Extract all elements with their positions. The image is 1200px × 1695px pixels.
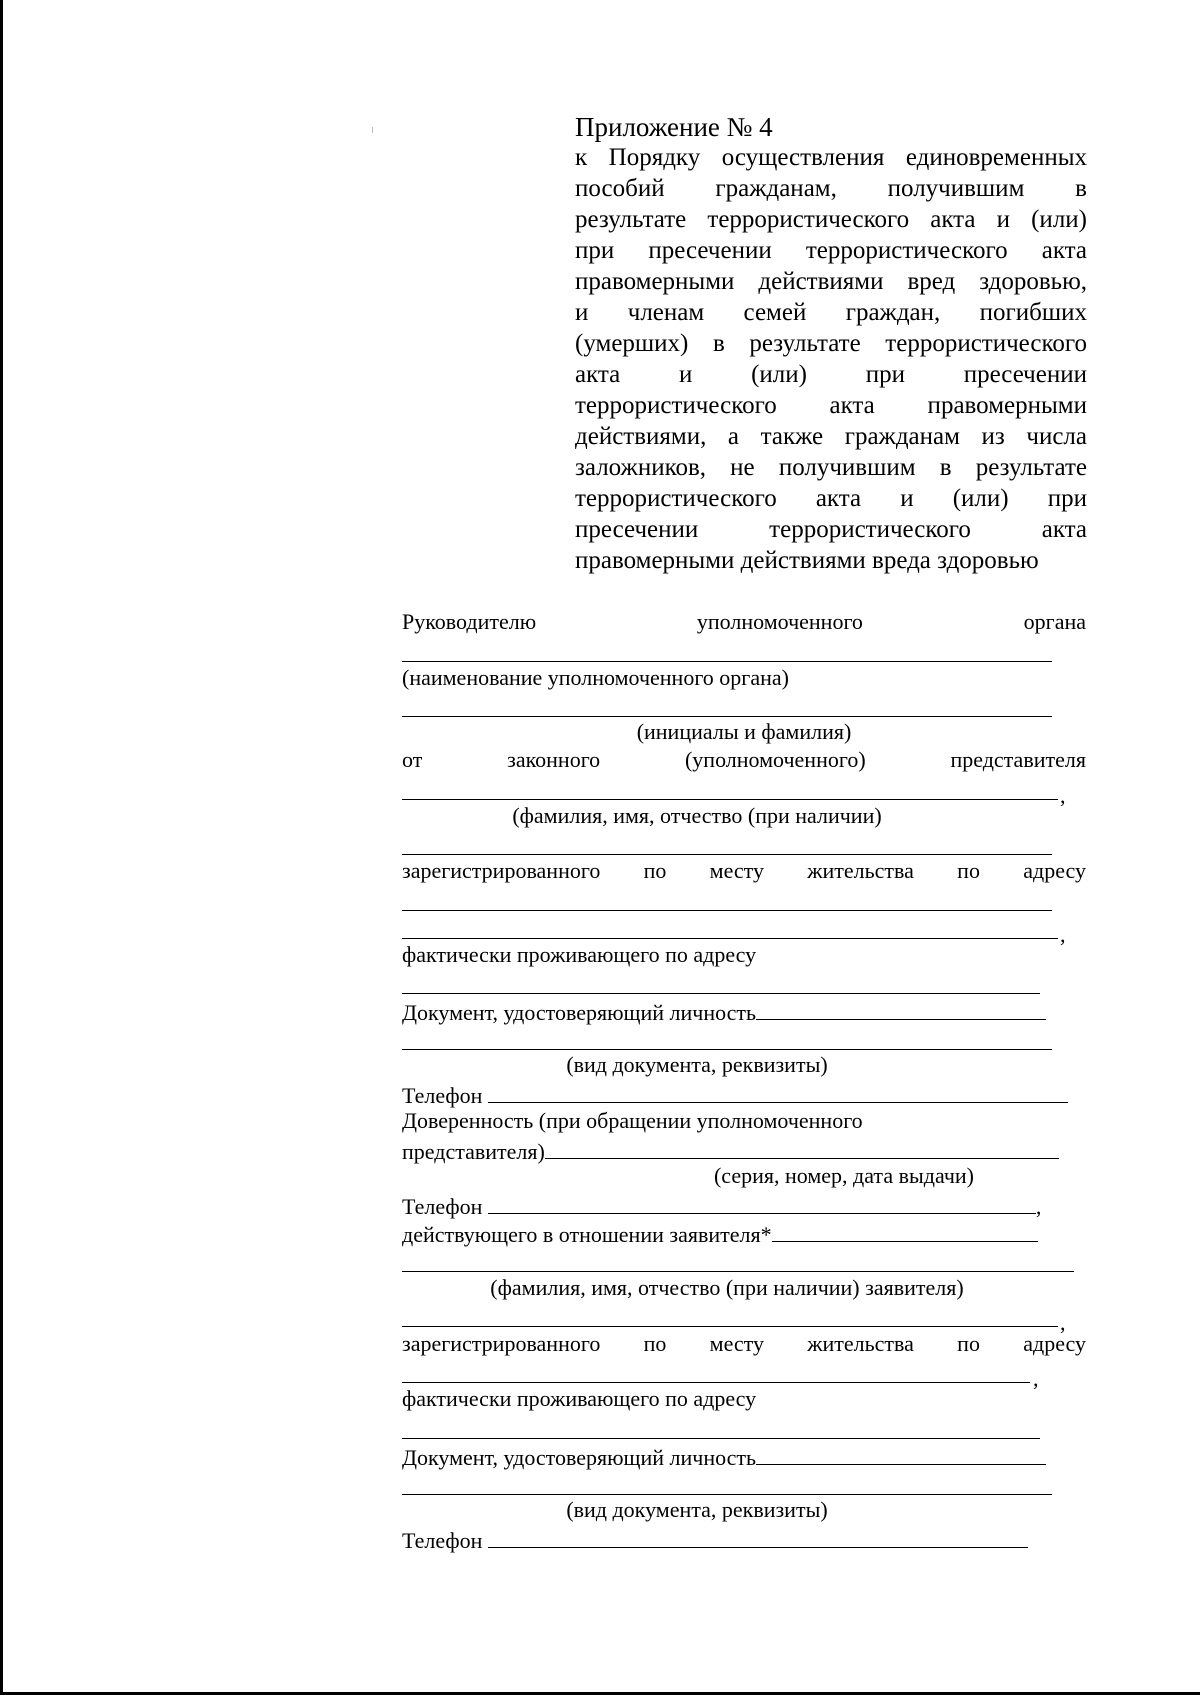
addressee-line [402, 609, 1086, 635]
appendix-line: к Порядку осуществления единовременных [575, 144, 1087, 171]
id-document-field-2b[interactable] [402, 1494, 1052, 1495]
registered-address-line-2 [402, 1331, 1086, 1357]
addressee-word: органа [1023, 609, 1086, 634]
id-document-field-2[interactable] [756, 1442, 1046, 1465]
registered-word: по [643, 1331, 667, 1356]
id-document-label-2: Документ, удостоверяющий личность [402, 1445, 757, 1470]
org-name-field[interactable] [402, 661, 1052, 662]
appendix-line: при пресечении террористического акта [575, 237, 1087, 264]
comma: , [1060, 783, 1066, 808]
phone-label-3: Телефон [402, 1528, 483, 1553]
registered-word: по [957, 858, 980, 883]
registered-word: месту [709, 858, 764, 883]
applicant-name-field[interactable] [402, 1326, 1058, 1327]
from-word: законного [507, 747, 601, 772]
appendix-line: действиями, а также гражданам из числа [575, 423, 1087, 450]
power-of-attorney-label: Доверенность (при обращении уполномоченного [402, 1108, 863, 1133]
addressee-word: Руководителю [402, 609, 537, 634]
id-document-line-2 [402, 1442, 1046, 1471]
appendix-heading [575, 112, 1087, 576]
comma: , [1033, 1366, 1039, 1391]
appendix-line: правомерными действиями вред здоровью, [575, 268, 1087, 295]
acting-for-label: действующего в отношении заявителя* [402, 1222, 772, 1247]
actual-address-field-1[interactable] [402, 993, 1040, 994]
registered-word: зарегистрированного [402, 858, 601, 883]
rep-name-field-2[interactable] [402, 854, 1052, 855]
from-representative-line [402, 747, 1086, 773]
addressee-word: уполномоченного [696, 609, 863, 634]
registered-address-field-2[interactable] [402, 1382, 1030, 1383]
registered-word: жительства [807, 1331, 914, 1356]
appendix-line: акта и (или) при пресечении [575, 361, 1087, 388]
phone-label-1: Телефон [402, 1083, 483, 1108]
appendix-line: заложников, не получившим в результате [575, 454, 1087, 481]
registered-address-field-1[interactable] [402, 910, 1052, 911]
comma: , [1060, 1310, 1066, 1335]
registered-word: адресу [1023, 1331, 1086, 1356]
appendix-line: террористического акта и (или) при [575, 485, 1087, 512]
id-document-field-1b[interactable] [402, 1049, 1052, 1050]
power-of-attorney-field[interactable] [545, 1136, 1059, 1159]
appendix-line: и членам семей граждан, погибших [575, 299, 1087, 326]
phone-label-2: Телефон [402, 1194, 483, 1219]
initials-hint: (инициалы и фамилия) [636, 719, 852, 744]
acting-for-line [402, 1219, 1038, 1248]
rep-name-hint: (фамилия, имя, отчество (при наличии) [512, 803, 882, 828]
appendix-line: пресечении террористического акта [575, 516, 1087, 543]
phone-field-1[interactable] [488, 1080, 1068, 1103]
scan-speck [372, 127, 373, 133]
id-document-line-1 [402, 997, 1046, 1026]
registered-word: адресу [1023, 858, 1086, 883]
registered-address-line-1 [402, 858, 1086, 884]
id-document-label-1: Документ, удостоверяющий личность [402, 1000, 757, 1025]
initials-field[interactable] [402, 716, 1052, 717]
id-doc-hint-1: (вид документа, реквизиты) [566, 1052, 828, 1077]
actual-address-label-1: фактически проживающего по адресу [402, 942, 757, 967]
appendix-line: результате террористического акта и (или) [575, 206, 1087, 233]
acting-for-field-2[interactable] [402, 1271, 1074, 1272]
from-word: от [402, 747, 423, 772]
org-name-hint: (наименование уполномоченного органа) [402, 665, 789, 690]
actual-address-field-2[interactable] [402, 1438, 1040, 1439]
actual-address-label-2: фактически проживающего по адресу [402, 1386, 757, 1411]
phone-line-3 [402, 1525, 1028, 1554]
scan-border-left [0, 0, 3, 1695]
representative-label: представителя) [402, 1139, 545, 1164]
rep-name-field[interactable] [402, 799, 1058, 800]
comma: , [1060, 922, 1066, 947]
registered-word: зарегистрированного [402, 1331, 601, 1356]
phone-line-2 [402, 1191, 1041, 1220]
registered-address-field-1b[interactable] [402, 938, 1058, 939]
comma: , [1035, 1194, 1042, 1219]
appendix-line: (умерших) в результате террористического [575, 330, 1087, 357]
registered-word: жительства [807, 858, 914, 883]
phone-field-3[interactable] [488, 1525, 1028, 1548]
appendix-number: Приложение № 4 [575, 112, 773, 142]
representative-line [402, 1136, 1059, 1165]
id-doc-hint-2: (вид документа, реквизиты) [566, 1497, 828, 1522]
id-document-field-1[interactable] [756, 997, 1046, 1020]
applicant-name-hint: (фамилия, имя, отчество (при наличии) заявителя) [490, 1275, 964, 1300]
registered-word: по [957, 1331, 980, 1356]
acting-for-field[interactable] [772, 1219, 1038, 1242]
appendix-line: террористического акта правомерными [575, 392, 1087, 419]
poa-hint: (серия, номер, дата выдачи) [713, 1163, 974, 1188]
registered-word: по [643, 858, 667, 883]
appendix-line: пособий гражданам, получившим в [575, 175, 1087, 202]
from-word: представителя [950, 747, 1086, 772]
registered-word: месту [709, 1331, 764, 1356]
phone-line-1 [402, 1080, 1068, 1109]
phone-field-2[interactable] [488, 1191, 1036, 1214]
from-word: (уполномоченного) [684, 747, 866, 772]
appendix-line: правомерными действиями вреда здоровью [575, 547, 1039, 574]
